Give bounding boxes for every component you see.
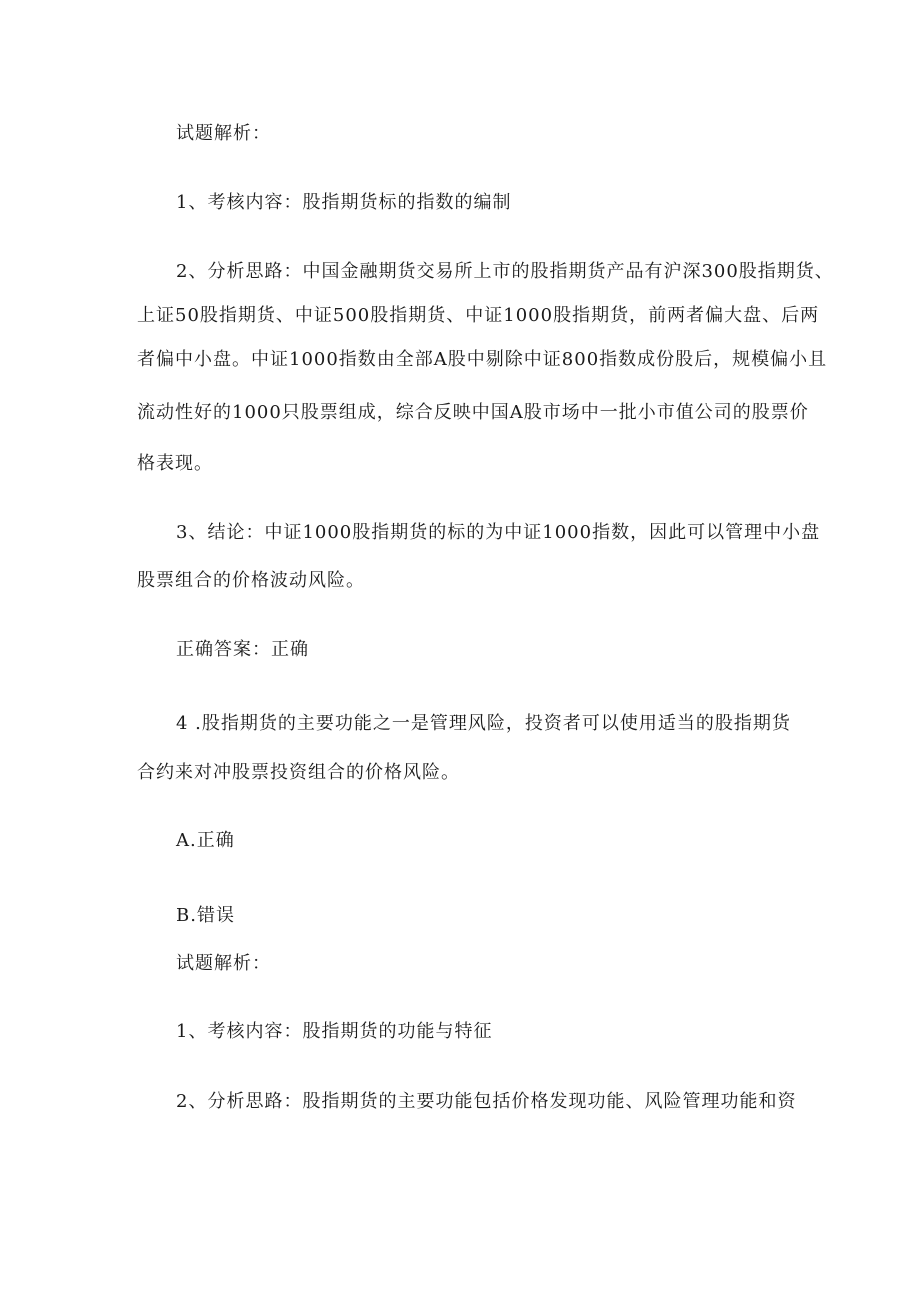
analysis-item-thinking-line-3: 者偏中小盘。中证1000指数由全部A股中剔除中证800指数成份股后，规模偏小且 — [137, 349, 828, 370]
analysis-item-conclusion-line-2: 股票组合的价格波动风险。 — [137, 570, 365, 591]
analysis-item-thinking-line-1: 2、分析思路：中国金融期货交易所上市的股指期货产品有沪深300股指期货、 — [176, 261, 834, 282]
analysis-heading-2: 试题解析： — [176, 953, 271, 974]
analysis-2-item-content: 1、考核内容：股指期货的功能与特征 — [176, 1021, 493, 1042]
analysis-heading: 试题解析： — [176, 123, 271, 144]
question-4-line-2: 合约来对冲股票投资组合的价格风险。 — [137, 762, 460, 783]
analysis-item-content: 1、考核内容：股指期货标的指数的编制 — [176, 192, 512, 213]
analysis-item-thinking-line-5: 格表现。 — [137, 453, 213, 474]
analysis-item-thinking-line-4: 流动性好的1000只股票组成，综合反映中国A股市场中一批小市值公司的股票价 — [137, 402, 809, 423]
correct-answer: 正确答案：正确 — [176, 639, 309, 660]
analysis-2-item-thinking-line-1: 2、分析思路：股指期货的主要功能包括价格发现功能、风险管理功能和资 — [176, 1091, 797, 1112]
question-4-line-1: 4 .股指期货的主要功能之一是管理风险，投资者可以使用适当的股指期货 — [176, 713, 791, 734]
analysis-item-conclusion-line-1: 3、结论：中证1000股指期货的标的为中证1000指数，因此可以管理中小盘 — [176, 522, 821, 543]
option-a: A.正确 — [176, 830, 235, 851]
option-b: B.错误 — [176, 905, 235, 926]
analysis-item-thinking-line-2: 上证50股指期货、中证500股指期货、中证1000股指期货，前两者偏大盘、后两 — [137, 305, 820, 326]
